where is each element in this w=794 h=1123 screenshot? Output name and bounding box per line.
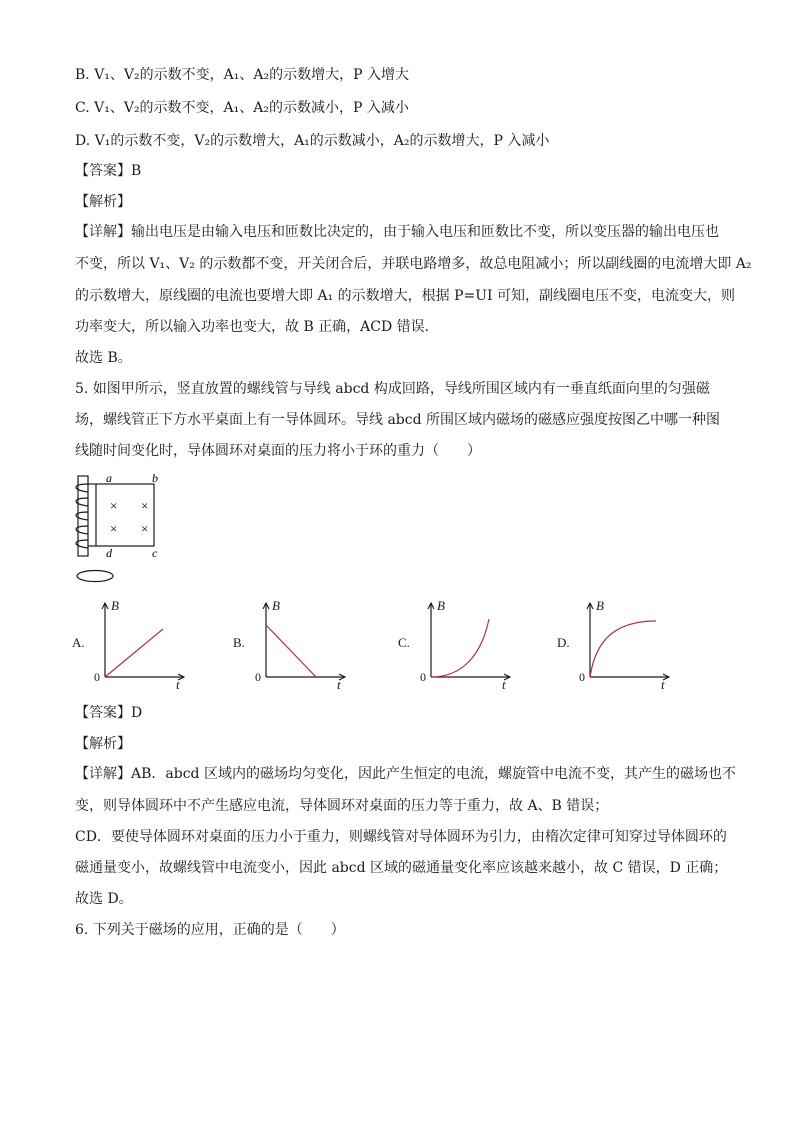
field-mark: × xyxy=(110,498,118,513)
b-t-graph xyxy=(418,595,518,690)
conclusion: 故选 B。 xyxy=(75,350,132,366)
graph-option-label: B. xyxy=(233,635,245,650)
graph-option-label: D. xyxy=(557,635,570,650)
detail-text: 【详解】AB．abcd 区域内的磁场均匀变化，因此产生恒定的电流，螺旋管中电流不变，其产生的磁场也不 xyxy=(75,766,736,782)
graph-curve xyxy=(105,629,163,677)
detail-text: 不变，所以 V₁、V₂ 的示数都不变，开关闭合后，并联电路增多，故总电阻减小；所以副线圈的电流增大即 A₂ xyxy=(75,256,752,272)
b-t-graph xyxy=(253,595,353,690)
graph-option-label: A. xyxy=(72,635,85,650)
question-5-text: 线随时间变化时，导体圆环对桌面的压力将小于环的重力（ ） xyxy=(75,443,481,459)
b-t-graph xyxy=(577,595,677,690)
graph-curve xyxy=(266,625,316,677)
graph-curve xyxy=(590,621,656,677)
ring-ellipse xyxy=(77,571,113,582)
question-6-text: 6. 下列关于磁场的应用，正确的是（ ） xyxy=(75,922,345,938)
detail-text: CD．要使导体圆环对桌面的压力小于重力，则螺线管对导体圆环为引力，由楕次定律可知穿过导体圆环的 xyxy=(75,829,727,845)
circuit-figure xyxy=(70,470,180,590)
origin-label: 0 xyxy=(94,670,100,684)
option-c: C. V₁、V₂的示数不变，A₁、A₂的示数减小，P 入减小 xyxy=(75,100,409,116)
corner-d: d xyxy=(106,546,112,560)
corner-c: c xyxy=(152,546,158,560)
x-axis-label: t xyxy=(661,677,665,690)
y-axis-label: B xyxy=(272,598,280,613)
corner-b: b xyxy=(152,471,158,485)
analysis-label: 【解析】 xyxy=(75,194,131,210)
origin-label: 0 xyxy=(579,670,585,684)
option-d: D. V₁的示数不变，V₂的示数增大，A₁的示数减小，A₂的示数增大，P 入减小 xyxy=(75,133,550,149)
conclusion: 故选 D。 xyxy=(75,891,133,907)
answer-label: 【答案】D xyxy=(75,705,143,721)
corner-a: a xyxy=(106,471,112,485)
question-5-text: 5. 如图甲所示，竖直放置的螺线管与导线 abcd 构成回路，导线所围区域内有一垂直纸面向里的匀强磁 xyxy=(75,381,710,397)
detail-text: 变，则导体圆环中不产生感应电流，导体圆环对桌面的压力等于重力，故 A、B 错误； xyxy=(75,798,609,814)
detail-text: 功率变大，所以输入功率也变大，故 B 正确，ACD 错误． xyxy=(75,319,439,335)
graph-option-label: C. xyxy=(398,635,410,650)
answer-label: 【答案】B xyxy=(75,163,142,179)
b-t-graph xyxy=(92,595,192,690)
option-b: B. V₁、V₂的示数不变，A₁、A₂的示数增大，P 入增大 xyxy=(75,67,409,83)
x-axis-label: t xyxy=(337,677,341,690)
origin-label: 0 xyxy=(255,670,261,684)
origin-label: 0 xyxy=(420,670,426,684)
y-axis-label: B xyxy=(437,598,445,613)
field-mark: × xyxy=(110,521,118,536)
y-axis-label: B xyxy=(111,598,119,613)
detail-text: 磁通量变小，故螺线管中电流变小，因此 abcd 区域的磁通量变化率应该越来越小，故 C 错误，D 正确； xyxy=(75,860,728,876)
analysis-label: 【解析】 xyxy=(75,736,131,752)
detail-text: 【详解】输出电压是由输入电压和匝数比决定的，由于输入电压和匝数比不变，所以变压器的输出电压也 xyxy=(75,224,719,240)
question-5-text: 场，螺线管正下方水平桌面上有一导体圆环。导线 abcd 所围区域内磁场的磁感应强度按图乙中哪一种图 xyxy=(75,412,721,428)
graph-curve xyxy=(431,619,489,677)
field-mark: × xyxy=(141,498,149,513)
detail-text: 的示数增大，原线圈的电流也要增大即 A₁ 的示数增大，根据 P=UI 可知，副线圈电压不变，电流变大，则 xyxy=(75,288,736,304)
x-axis-label: t xyxy=(176,677,180,690)
y-axis-label: B xyxy=(596,598,604,613)
x-axis-label: t xyxy=(502,677,506,690)
field-mark: × xyxy=(141,521,149,536)
